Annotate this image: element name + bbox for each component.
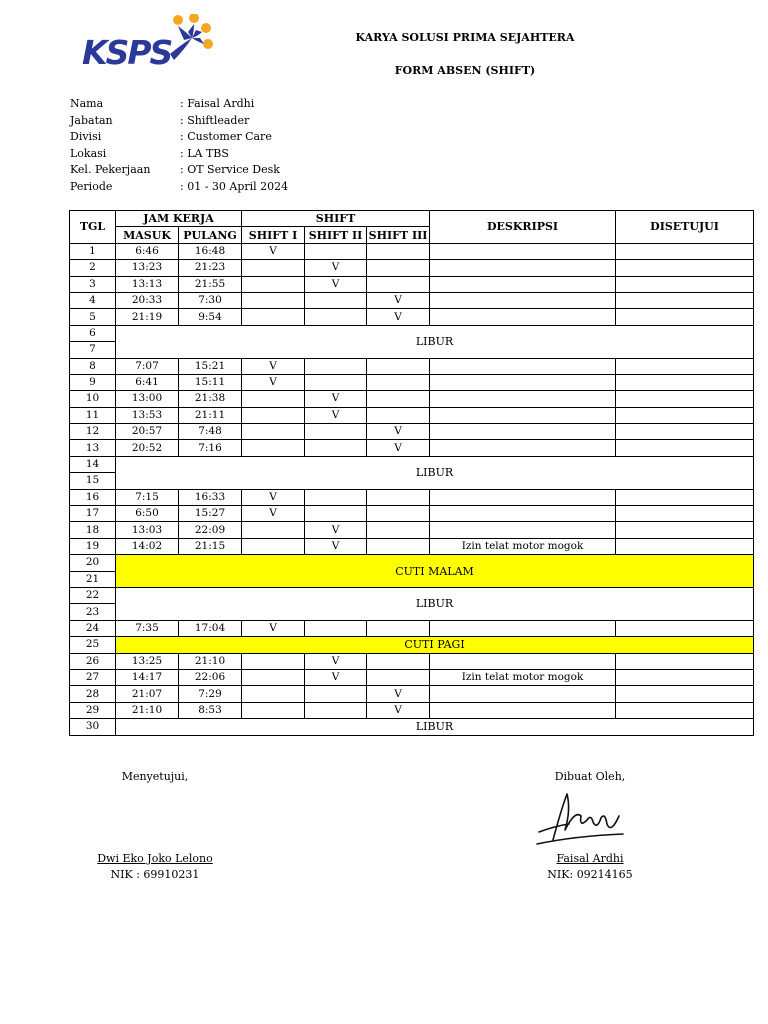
header-shift-2: SHIFT II [305,227,367,243]
tgl-cell: 17 [70,506,116,522]
info-label: Lokasi [70,146,107,160]
merged-status-cell: LIBUR [116,325,754,358]
shift-1-cell [242,391,305,407]
info-row [70,113,288,130]
tgl-cell: 7 [70,342,116,358]
info-label: Periode [70,179,113,193]
shift-2-cell [305,506,367,522]
header-jam-kerja: JAM KERJA [116,211,242,227]
creator-name-text: Faisal Ardhi [556,852,624,865]
table-row [70,702,754,718]
info-label: Divisi [70,130,102,143]
shift-1-cell [242,440,305,456]
table-row [70,522,754,538]
shift-2-cell: V [305,669,367,685]
shift-3-cell: V [367,424,430,440]
shift-3-cell [367,243,430,259]
tgl-cell: 30 [70,719,116,735]
table-row [70,620,754,636]
shift-1-cell [242,309,305,325]
masuk-cell: 7:35 [116,620,179,636]
disetujui-cell [616,358,754,374]
disetujui-cell [616,686,754,702]
shift-2-cell: V [305,276,367,292]
deskripsi-cell [430,374,616,390]
tgl-cell: 16 [70,489,116,505]
table-row [70,669,754,685]
table-row [70,309,754,325]
masuk-cell: 6:50 [116,506,179,522]
pulang-cell: 15:27 [179,506,242,522]
shift-3-cell: V [367,702,430,718]
tgl-cell: 28 [70,686,116,702]
tgl-cell: 1 [70,243,116,259]
pulang-cell: 15:11 [179,374,242,390]
table-row [70,440,754,456]
table-row [70,374,754,390]
header-pulang: PULANG [179,227,242,243]
disetujui-cell [616,620,754,636]
header-shift-3: SHIFT III [367,227,430,243]
disetujui-cell [616,506,754,522]
pulang-cell: 7:16 [179,440,242,456]
deskripsi-cell [430,686,616,702]
pulang-cell: 7:48 [179,424,242,440]
table-row [70,358,754,374]
shift-2-cell [305,309,367,325]
table-row [70,243,754,259]
pulang-cell: 9:54 [179,309,242,325]
masuk-cell: 14:02 [116,538,179,554]
disetujui-cell [616,276,754,292]
creator-signature [535,790,627,852]
masuk-cell: 7:15 [116,489,179,505]
info-row [70,179,288,196]
deskripsi-cell [430,506,616,522]
shift-2-cell [305,243,367,259]
tgl-cell: 22 [70,587,116,603]
shift-1-cell [242,292,305,308]
shift-1-cell [242,407,305,423]
info-row [70,129,288,146]
disetujui-cell [616,653,754,669]
table-row [70,555,754,571]
deskripsi-cell [430,309,616,325]
shift-3-cell: V [367,292,430,308]
table-row [70,719,754,735]
creator-caption: Dibuat Oleh, [554,770,626,783]
tgl-cell: 19 [70,538,116,554]
pulang-cell: 22:09 [179,522,242,538]
table-header-row [70,211,754,227]
tgl-cell: 8 [70,358,116,374]
masuk-cell: 20:33 [116,292,179,308]
logo-text: KSPS [82,33,172,72]
masuk-cell: 20:52 [116,440,179,456]
info-value: : Faisal Ardhi [180,97,255,110]
company-name: KARYA SOLUSI PRIMA SEJAHTERA [355,31,575,44]
header-tgl: TGL [70,211,116,244]
deskripsi-cell [430,276,616,292]
pulang-cell: 7:30 [179,292,242,308]
pulang-cell: 7:29 [179,686,242,702]
tgl-cell: 23 [70,604,116,620]
table-row [70,276,754,292]
disetujui-cell [616,391,754,407]
disetujui-cell [616,440,754,456]
approver-name-text: Dwi Eko Joko Lelono [97,852,213,865]
table-row [70,587,754,603]
tgl-cell: 25 [70,637,116,653]
info-value: : LA TBS [180,146,229,160]
shift-3-cell [367,391,430,407]
table-row [70,325,754,341]
table-row [70,637,754,653]
shift-3-cell [367,669,430,685]
shift-1-cell [242,653,305,669]
shift-3-cell [367,374,430,390]
pulang-cell: 8:53 [179,702,242,718]
masuk-cell: 21:10 [116,702,179,718]
masuk-cell: 21:07 [116,686,179,702]
masuk-cell: 13:53 [116,407,179,423]
tgl-cell: 20 [70,555,116,571]
disetujui-cell [616,522,754,538]
pulang-cell: 17:04 [179,620,242,636]
disetujui-cell [616,243,754,259]
tgl-cell: 10 [70,391,116,407]
shift-2-cell: V [305,522,367,538]
table-row [70,506,754,522]
shift-2-cell [305,440,367,456]
table-row [70,424,754,440]
disetujui-cell [616,407,754,423]
masuk-cell: 13:25 [116,653,179,669]
shift-2-cell [305,686,367,702]
tgl-cell: 24 [70,620,116,636]
pulang-cell: 22:06 [179,669,242,685]
deskripsi-cell [430,620,616,636]
pulang-cell: 21:55 [179,276,242,292]
tgl-cell: 18 [70,522,116,538]
info-label: Nama [70,97,104,110]
table-row [70,456,754,472]
disetujui-cell [616,702,754,718]
approver-caption: Menyetujui, [121,770,189,783]
disetujui-cell [616,424,754,440]
header-masuk: MASUK [116,227,179,243]
shift-3-cell [367,407,430,423]
disetujui-cell [616,374,754,390]
info-value: : Customer Care [180,130,272,143]
deskripsi-cell [430,702,616,718]
approver-nik: NIK : 69910231 [110,868,200,881]
shift-1-cell [242,538,305,554]
creator-nik: NIK: 09214165 [547,868,633,881]
deskripsi-cell [430,424,616,440]
masuk-cell: 20:57 [116,424,179,440]
shift-2-cell [305,620,367,636]
shift-3-cell [367,653,430,669]
deskripsi-cell [430,292,616,308]
deskripsi-cell [430,358,616,374]
form-title: FORM ABSEN (SHIFT) [394,64,536,77]
table-row [70,391,754,407]
logo-pinwheel-icon [164,14,218,64]
merged-status-cell: CUTI MALAM [116,555,754,588]
info-label: Kel. Pekerjaan [70,163,151,176]
shift-1-cell [242,669,305,685]
info-value: : Shiftleader [180,113,250,127]
masuk-cell: 14:17 [116,669,179,685]
table-row [70,292,754,308]
info-label: Jabatan [70,113,113,127]
info-row [70,96,288,113]
shift-2-cell [305,358,367,374]
header-shift-1: SHIFT I [242,227,305,243]
disetujui-cell [616,309,754,325]
disetujui-cell [616,489,754,505]
shift-3-cell: V [367,440,430,456]
tgl-cell: 13 [70,440,116,456]
table-row [70,407,754,423]
masuk-cell: 13:13 [116,276,179,292]
shift-1-cell [242,276,305,292]
disetujui-cell [616,292,754,308]
shift-3-cell [367,489,430,505]
employee-info [70,96,288,195]
shift-1-cell [242,522,305,538]
shift-3-cell: V [367,686,430,702]
shift-1-cell [242,686,305,702]
disetujui-cell [616,260,754,276]
tgl-cell: 26 [70,653,116,669]
shift-2-cell [305,702,367,718]
masuk-cell: 21:19 [116,309,179,325]
pulang-cell: 21:15 [179,538,242,554]
tgl-cell: 27 [70,669,116,685]
deskripsi-cell: Izin telat motor mogok [430,669,616,685]
approver-name [95,852,215,865]
shift-2-cell [305,489,367,505]
creator-name [535,852,645,865]
masuk-cell: 6:41 [116,374,179,390]
tgl-cell: 9 [70,374,116,390]
shift-3-cell [367,620,430,636]
shift-1-cell [242,702,305,718]
shift-2-cell [305,424,367,440]
tgl-cell: 5 [70,309,116,325]
shift-2-cell: V [305,260,367,276]
shift-1-cell: V [242,620,305,636]
tgl-cell: 29 [70,702,116,718]
table-row [70,686,754,702]
shift-3-cell [367,522,430,538]
shift-1-cell: V [242,358,305,374]
masuk-cell: 7:07 [116,358,179,374]
deskripsi-cell [430,489,616,505]
header-deskripsi: DESKRIPSI [430,211,616,244]
tgl-cell: 12 [70,424,116,440]
shift-2-cell: V [305,407,367,423]
masuk-cell: 13:03 [116,522,179,538]
shift-1-cell: V [242,489,305,505]
tgl-cell: 3 [70,276,116,292]
shift-2-cell [305,292,367,308]
shift-2-cell: V [305,391,367,407]
merged-status-cell: LIBUR [116,456,754,489]
header-shift: SHIFT [242,211,430,227]
deskripsi-cell [430,243,616,259]
tgl-cell: 15 [70,473,116,489]
shift-3-cell [367,506,430,522]
pulang-cell: 16:33 [179,489,242,505]
tgl-cell: 11 [70,407,116,423]
merged-status-cell: LIBUR [116,587,754,620]
deskripsi-cell [430,653,616,669]
tgl-cell: 14 [70,456,116,472]
table-row [70,489,754,505]
info-value: : OT Service Desk [180,163,280,176]
tgl-cell: 4 [70,292,116,308]
shift-3-cell [367,358,430,374]
info-value: : 01 - 30 April 2024 [180,179,289,193]
pulang-cell: 21:11 [179,407,242,423]
pulang-cell: 16:48 [179,243,242,259]
shift-2-cell [305,374,367,390]
shift-1-cell [242,424,305,440]
table-row [70,653,754,669]
deskripsi-cell: Izin telat motor mogok [430,538,616,554]
company-logo [82,14,217,74]
tgl-cell: 2 [70,260,116,276]
shift-3-cell [367,538,430,554]
pulang-cell: 21:38 [179,391,242,407]
masuk-cell: 13:00 [116,391,179,407]
attendance-body [70,243,754,735]
pulang-cell: 21:23 [179,260,242,276]
deskripsi-cell [430,260,616,276]
attendance-table [69,210,754,736]
tgl-cell: 6 [70,325,116,341]
deskripsi-cell [430,391,616,407]
merged-status-cell: LIBUR [116,719,754,735]
shift-2-cell: V [305,653,367,669]
disetujui-cell [616,538,754,554]
deskripsi-cell [430,522,616,538]
info-row [70,162,288,179]
shift-1-cell: V [242,506,305,522]
deskripsi-cell [430,440,616,456]
pulang-cell: 21:10 [179,653,242,669]
pulang-cell: 15:21 [179,358,242,374]
info-row [70,146,288,163]
shift-1-cell: V [242,374,305,390]
shift-1-cell [242,260,305,276]
disetujui-cell [616,669,754,685]
shift-3-cell: V [367,309,430,325]
table-row [70,260,754,276]
deskripsi-cell [430,407,616,423]
shift-2-cell: V [305,538,367,554]
masuk-cell: 6:46 [116,243,179,259]
merged-status-cell: CUTI PAGI [116,637,754,653]
shift-3-cell [367,276,430,292]
shift-1-cell: V [242,243,305,259]
masuk-cell: 13:23 [116,260,179,276]
table-row [70,538,754,554]
shift-3-cell [367,260,430,276]
header-disetujui: DISETUJUI [616,211,754,244]
tgl-cell: 21 [70,571,116,587]
